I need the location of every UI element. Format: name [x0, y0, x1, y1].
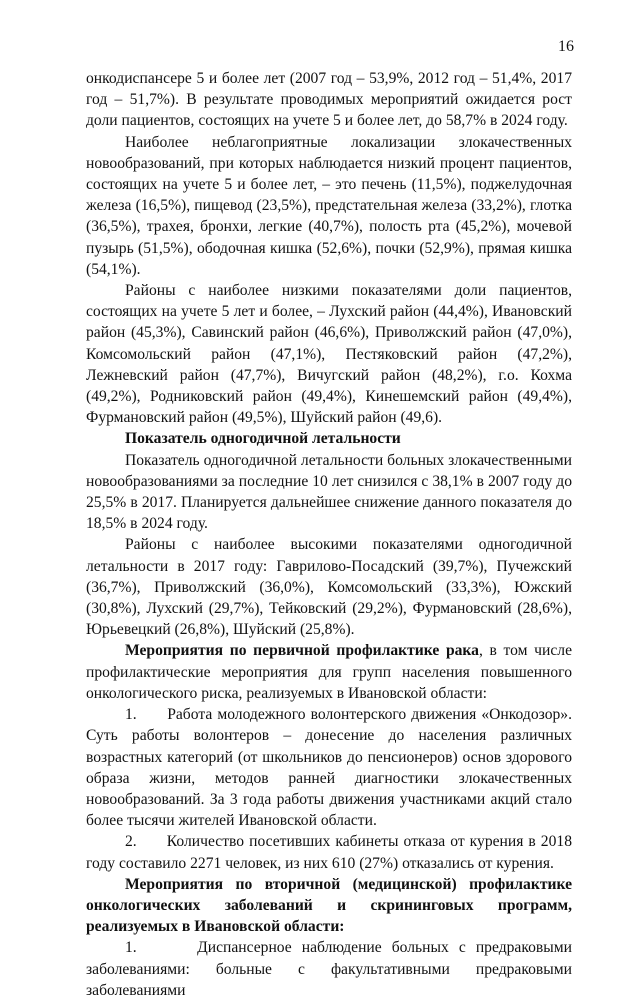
primary-prevention-text: , в том числе профилактические мероприятия для групп населения повышенного онкологического риска, реализуемых в Ивановской области:	[86, 642, 572, 702]
paragraph-one-year-mortality: Показатель одногодичной летальности больных злокачественными новообразованиями за последние 10 лет снизился с 38,1% в 2007 году до 25,5% в 2017. Планируется дальнейшее снижение данного показателя до 18,5% в 2024 году.	[86, 451, 572, 533]
paragraph-unfavorable-localizations: Наиболее неблагоприятные локализации злокачественных новообразований, при которых наблюдается низкий процент пациентов, состоящих на учете 5 и более лет, – это печень (11,5%), поджелудочная железа (16,5%), пищевод (23,5%), предстательная железа (33,2%), глотка (36,5%), трахея, бронхи, легкие (40,7%), полость рта (45,2%), мочевой пузырь (51,5%), ободочная кишка (52,6%), почки (52,9%), прямая кишка (54,1%).	[86, 133, 572, 278]
heading-one-year-mortality: Показатель одногодичной летальности	[125, 430, 401, 448]
document-body	[86, 68, 572, 1001]
paragraph-districts-high-mortality: Районы с наиболее высокими показателями одногодичной летальности в 2017 году: Гаврилово-Посадский (39,7%), Пучежский (36,7%), Приволжский (36,0%), Комсомольский (33,3%), Южский (30,8%), Лухский (29,7%), Тейковский (29,2%), Фурмановский (28,6%), Юрьевецкий (26,8%), Шуйский (25,8%).	[86, 536, 572, 639]
paragraph-districts-low-share: Районы с наиболее низкими показателями доли пациентов, состоящих на учете 5 лет и более, – Лухский район (44,4%), Ивановский район (45,3%), Савинский район (46,6%), Приволжский район (47,0%), Комсомольский район (47,1%), Пестяковский район (47,2%), Лежневский район (47,7%), Вичугский район (48,2%), г.о. Кохма (49,2%), Родниковский район (49,4%), Кинешемский район (49,4%), Фурмановский район (49,5%), Шуйский район (49,6).	[86, 282, 572, 427]
list-item-volunteer-movement: 1. Работа молодежного волонтерского движения «Онкодозор». Суть работы волонтеров – донесение до населения различных возрастных категорий (от школьников до пенсионеров) основ здорового образа жизни, методов ранней диагностики злокачественных новообразований. За 3 года работы движения участниками акций стало более тысячи жителей Ивановской области.	[86, 706, 572, 830]
page-number: 16	[558, 38, 574, 55]
list-item-dispensary-observation: 1. Диспансерное наблюдение больных с предраковыми заболеваниями: больные с факультативными предраковыми заболеваниями	[86, 939, 572, 999]
primary-prevention-title: Мероприятия по первичной профилактике рака	[125, 642, 479, 660]
heading-secondary-prevention: Мероприятия по вторичной (медицинской) профилактике онкологических заболеваний и скрининговых программ, реализуемых в Ивановской области:	[86, 875, 572, 936]
paragraph-survival-continued: онкодиспансере 5 и более лет (2007 год – 53,9%, 2012 год – 51,4%, 2017 год – 51,7%). В результате проводимых мероприятий ожидается рост доли пациентов, состоящих на учете 5 и более лет, до 58,7% в 2024 году.	[86, 70, 572, 130]
paragraph-primary-prevention	[86, 640, 572, 704]
list-item-smoking-cessation: 2. Количество посетивших кабинеты отказа от курения в 2018 году составило 2271 человек, из них 610 (27%) отказались от курения.	[86, 833, 572, 872]
